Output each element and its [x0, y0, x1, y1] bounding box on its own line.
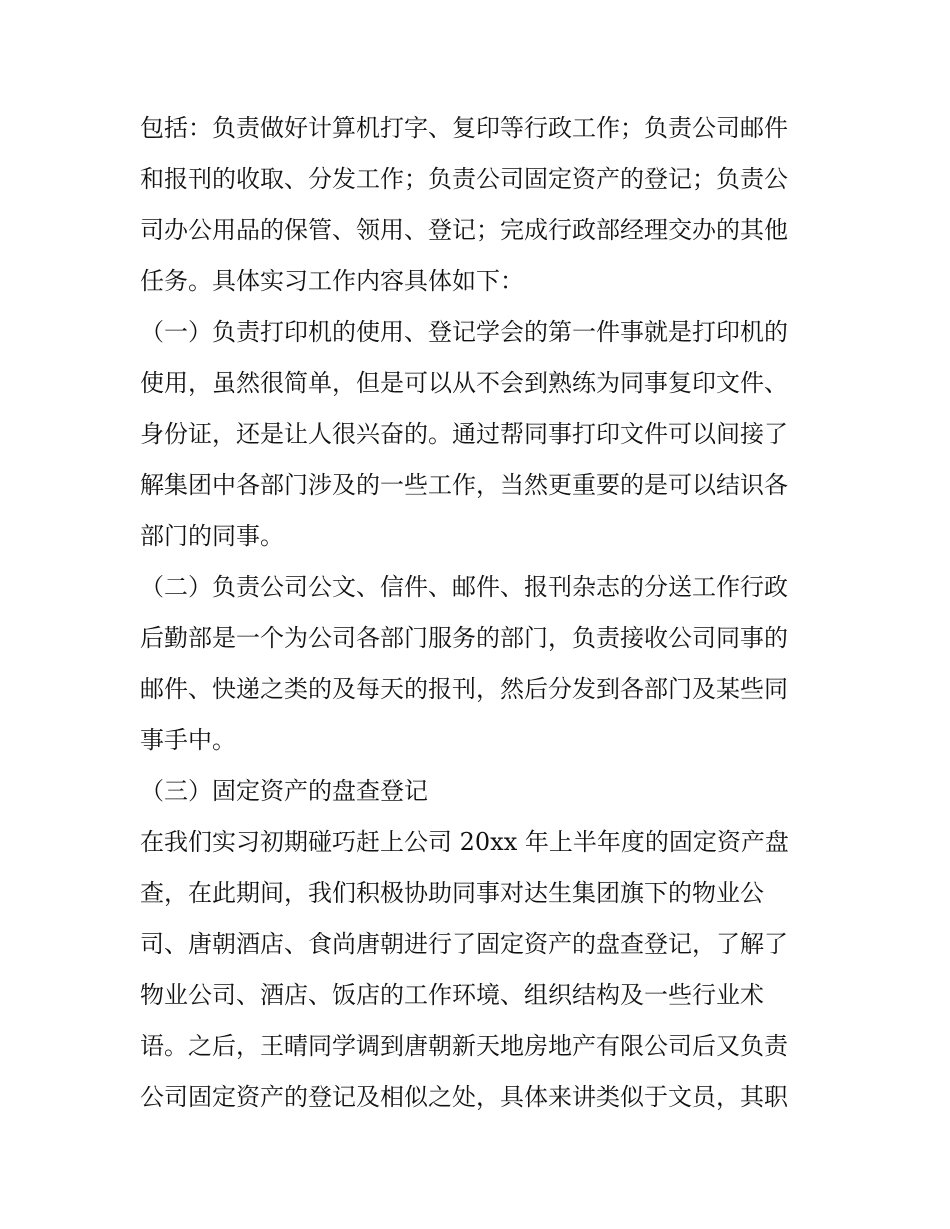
text-line: 事手中。	[140, 726, 236, 754]
section-heading-1: （一）负责打印机的使用、登记学会的第一件事就是打印机的	[140, 318, 788, 346]
paragraph-duties-intro	[140, 103, 820, 307]
text-line: 物业公司、酒店、饭店的工作环境、组织结构及一些行业术	[140, 981, 764, 1009]
text-line: 后勤部是一个为公司各部门服务的部门，负责接收公司同事的	[140, 624, 788, 652]
paragraph-section-2	[140, 562, 820, 766]
text-line: 邮件、快递之类的及每天的报刊，然后分发到各部门及某些同	[140, 675, 788, 703]
section-heading-2: （二）负责公司公文、信件、邮件、报刊杂志的分送工作行政	[140, 573, 788, 601]
paragraph-section-3-heading	[140, 766, 820, 817]
text-line: 司、唐朝酒店、食尚唐朝进行了固定资产的盘查登记，了解了	[140, 930, 788, 958]
text-line: 身份证，还是让人很兴奋的。通过帮同事打印文件可以间接了	[140, 420, 788, 448]
text-line: 包括：负责做好计算机打字、复印等行政工作；负责公司邮件	[140, 114, 788, 142]
text-line: 公司固定资产的登记及相似之处，具体来讲类似于文员，其职	[140, 1083, 788, 1111]
text-line: 语。之后，王晴同学调到唐朝新天地房地产有限公司后又负责	[140, 1032, 788, 1060]
text-line: 部门的同事。	[140, 522, 284, 550]
text-line: 查，在此期间，我们积极协助同事对达生集团旗下的物业公	[140, 879, 764, 907]
text-line: 使用，虽然很简单，但是可以从不会到熟练为同事复印文件、	[140, 369, 788, 397]
text-line: 解集团中各部门涉及的一些工作，当然更重要的是可以结识各	[140, 471, 788, 499]
document-body	[140, 103, 820, 1123]
text-line: 在我们实习初期碰巧赶上公司 20xx 年上半年度的固定资产盘	[140, 828, 789, 856]
text-line: 任务。具体实习工作内容具体如下：	[140, 267, 524, 295]
text-line: 和报刊的收取、分发工作；负责公司固定资产的登记；负责公	[140, 165, 788, 193]
paragraph-asset-inventory	[140, 817, 820, 1123]
text-line: 司办公用品的保管、领用、登记；完成行政部经理交办的其他	[140, 216, 788, 244]
paragraph-section-1	[140, 307, 820, 562]
section-heading-3: （三）固定资产的盘查登记	[140, 777, 428, 805]
